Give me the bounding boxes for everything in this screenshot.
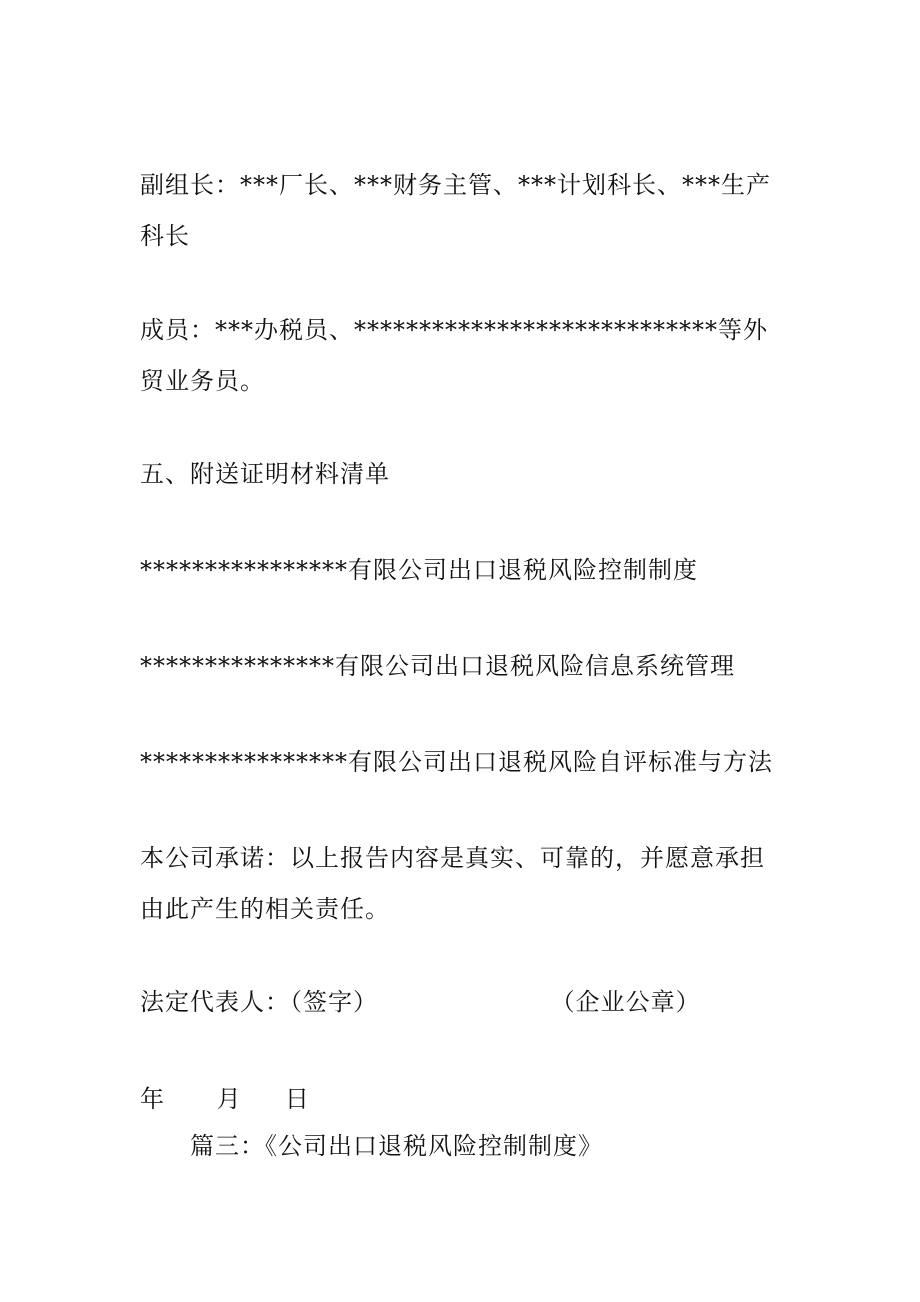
attachment-item-self-assessment-standards: ****************有限公司出口退税风险自评标准与方法 bbox=[140, 748, 773, 776]
deputy-leaders-paragraph: 副组长：***厂长、***财务主管、***计划科长、***生产科长 bbox=[140, 171, 771, 250]
date-line: 年 月 日 bbox=[140, 1085, 310, 1113]
chapter-three-title: 篇三：《公司出口退税风险控制制度》 bbox=[190, 1132, 603, 1160]
attachment-item-risk-information-system: ***************有限公司出口退税风险信息系统管理 bbox=[140, 652, 735, 680]
signature-line: 法定代表人：（签字） （企业公章） bbox=[140, 988, 701, 1016]
members-paragraph: 成员：***办税员、****************************等外贸业务员。 bbox=[140, 316, 768, 395]
section-heading-attachments: 五、附送证明材料清单 bbox=[140, 460, 390, 488]
company-commitment-paragraph: 本公司承诺：以上报告内容是真实、可靠的，并愿意承担由此产生的相关责任。 bbox=[140, 844, 765, 923]
attachment-item-risk-control-system: ****************有限公司出口退税风险控制制度 bbox=[140, 556, 698, 584]
